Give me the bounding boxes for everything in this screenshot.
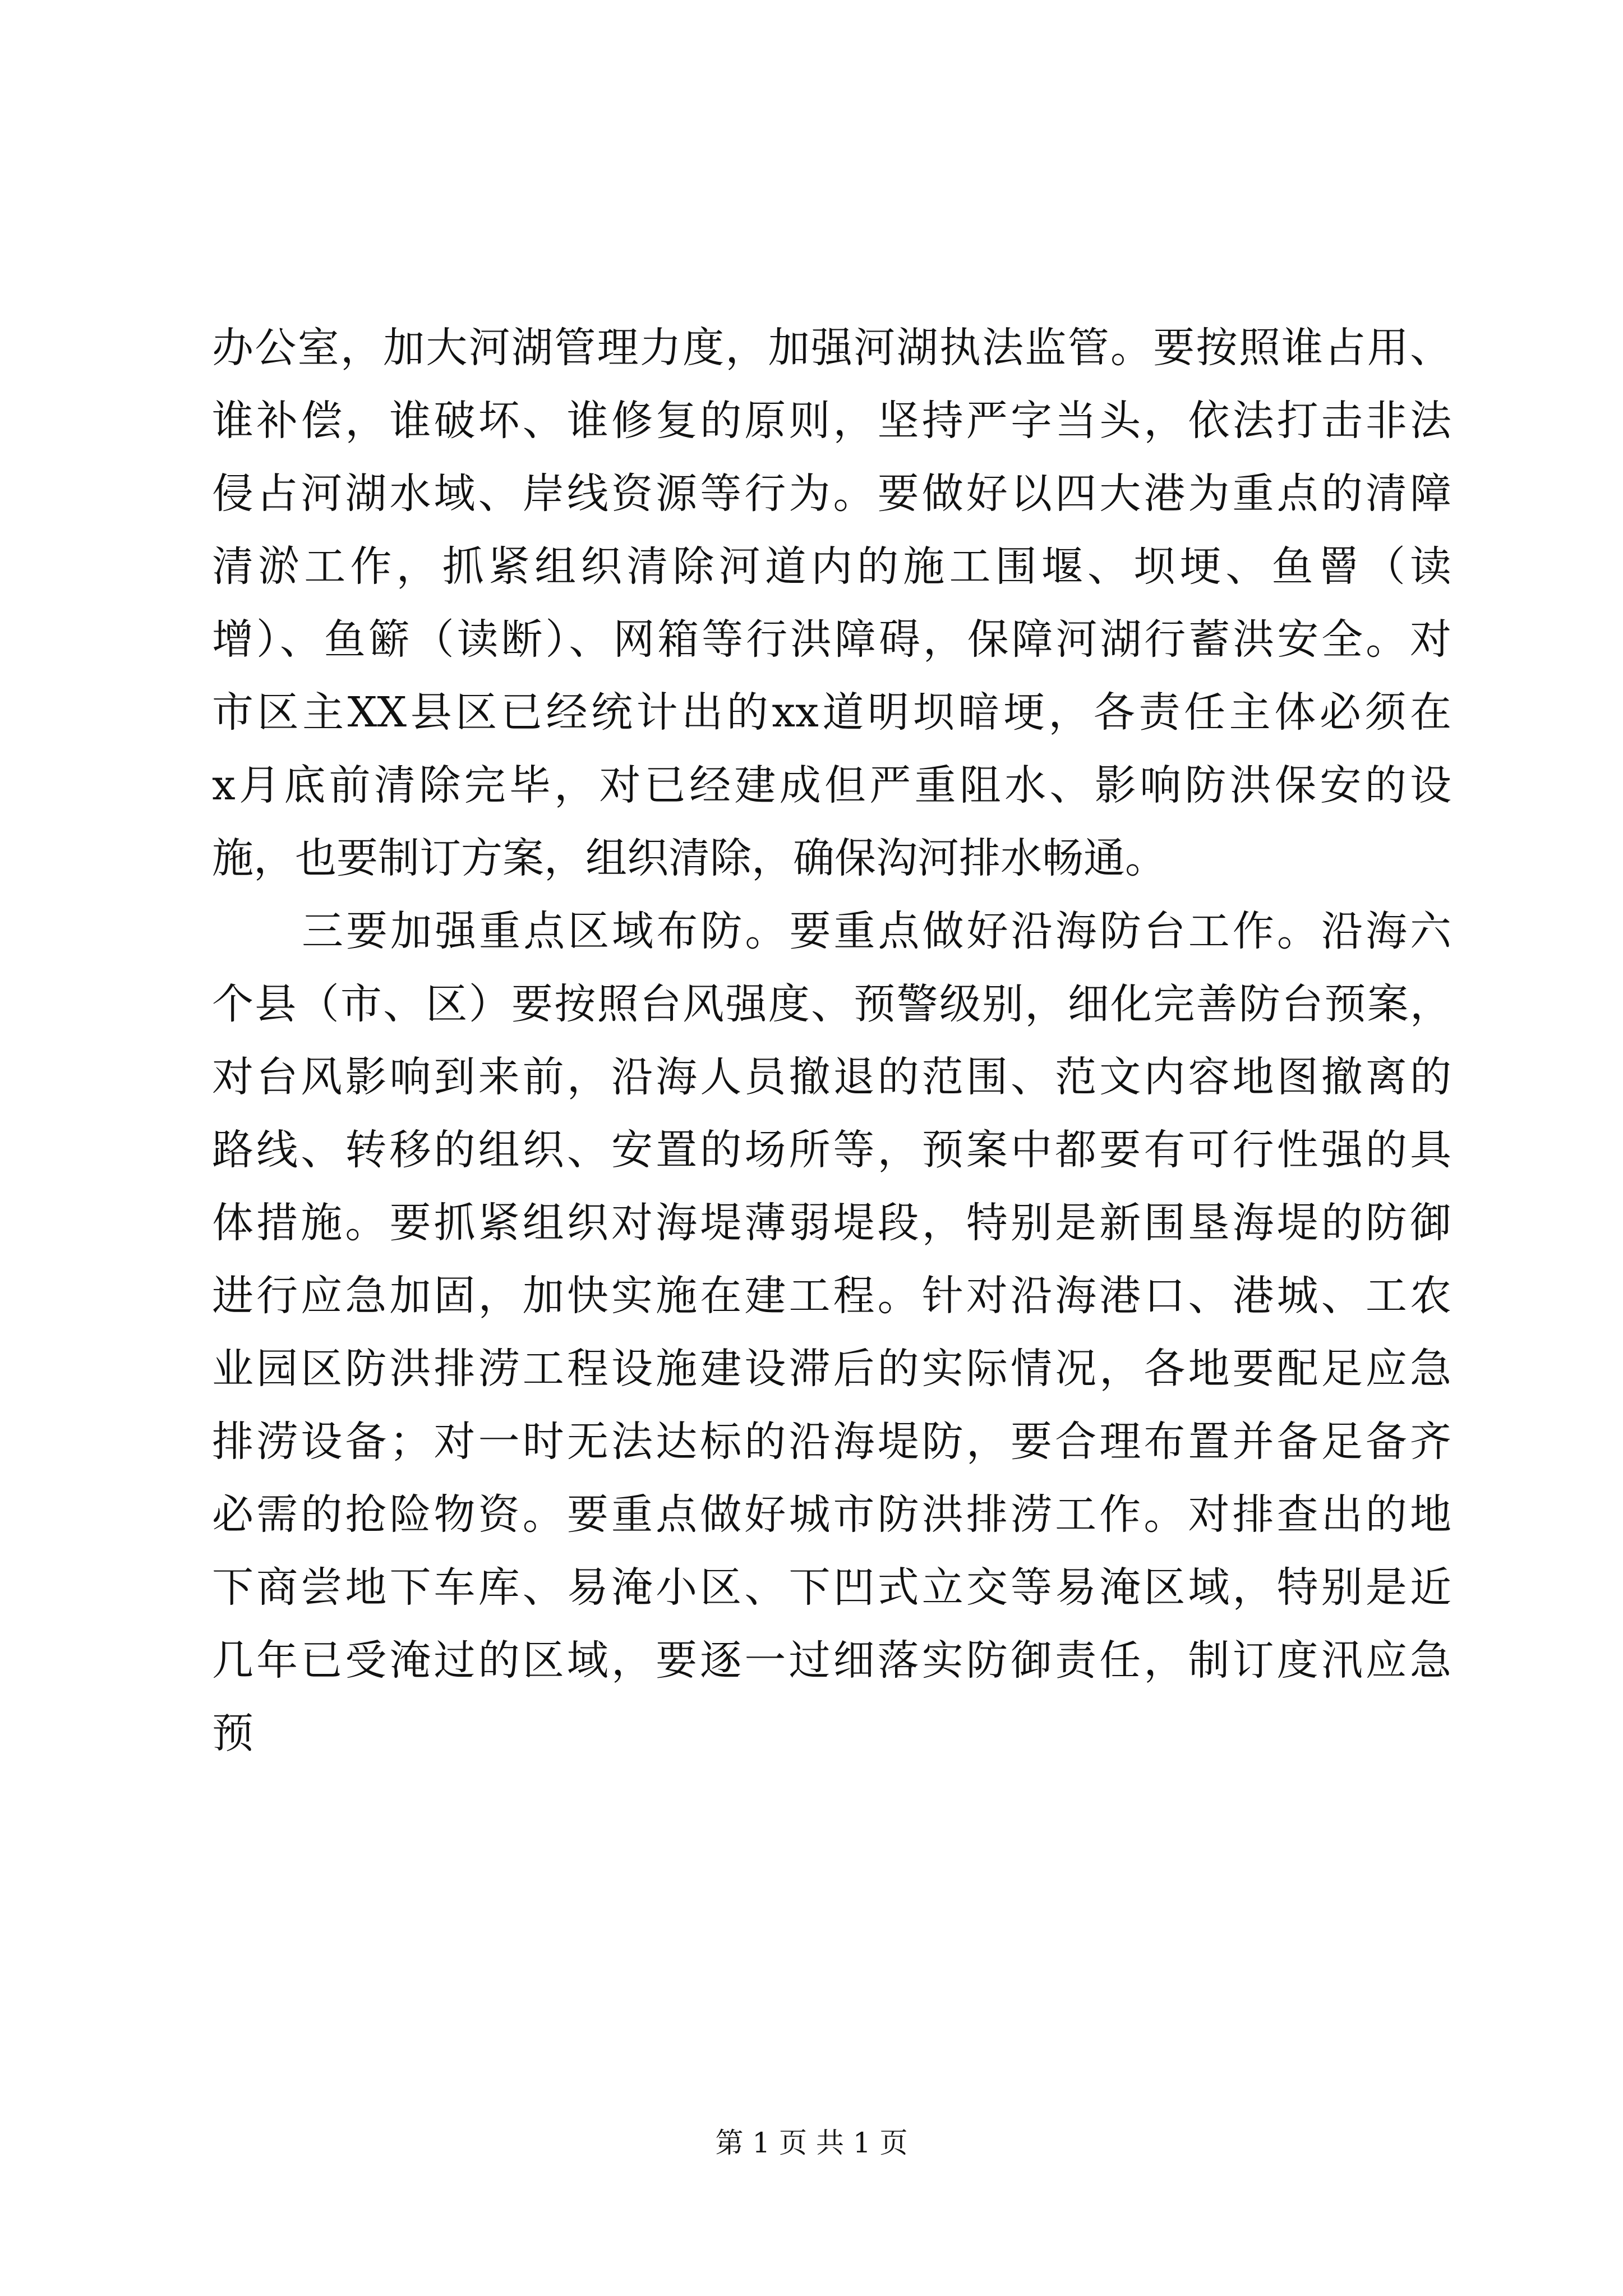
text-line: 下商尝地下车库、易淹小区、下凹式立交等易淹区域，特别是近 — [212, 1563, 1451, 1612]
text-line: 几年已受淹过的区域，要逐一过细落实防御责任，制订度汛应急 — [212, 1636, 1451, 1685]
text-line: 侵占河湖水域、岸线资源等行为。要做好以四大港为重点的清障 — [212, 470, 1451, 518]
text-line: 个县（市、区）要按照台风强度、预警级别，细化完善防台预案， — [212, 980, 1451, 1028]
text-line: 施，也要制订方案，组织清除，确保沟河排水畅通。 — [212, 834, 1166, 882]
text-line: 路线、转移的组织、安置的场所等，预案中都要有可行性强的具 — [212, 1126, 1451, 1174]
text-line: x月底前清除完毕，对已经建成但严重阻水、影响防洪保安的设 — [212, 761, 1451, 809]
paragraph-start-line: 三要加强重点区域布防。要重点做好沿海防台工作。沿海六 — [302, 907, 1451, 955]
text-line: 预 — [212, 1709, 253, 1757]
page-number-footer: 第 1 页 共 1 页 — [715, 2127, 908, 2159]
text-line: 谁补偿，谁破坏、谁修复的原则，坚持严字当头，依法打击非法 — [212, 397, 1451, 445]
text-line: 必需的抢险物资。要重点做好城市防洪排涝工作。对排查出的地 — [212, 1490, 1451, 1539]
text-line: 增）、鱼簖（读断）、网箱等行洪障碍，保障河湖行蓄洪安全。对 — [212, 615, 1451, 664]
text-line: 体措施。要抓紧组织对海堤薄弱堤段，特别是新围垦海堤的防御 — [212, 1199, 1451, 1247]
text-line: 对台风影响到来前，沿海人员撤退的范围、范文内容地图撤离的 — [212, 1053, 1451, 1101]
text-line: 业园区防洪排涝工程设施建设滞后的实际情况，各地要配足应急 — [212, 1345, 1451, 1393]
text-line: 市区主XX县区已经统计出的xx道明坝暗埂，各责任主体必须在 — [212, 688, 1451, 737]
text-line: 进行应急加固，加快实施在建工程。针对沿海港口、港城、工农 — [212, 1272, 1451, 1320]
text-line: 办公室，加大河湖管理力度，加强河湖执法监管。要按照谁占用、 — [212, 324, 1451, 372]
text-line: 排涝设备；对一时无法达标的沿海堤防，要合理布置并备足备齐 — [212, 1418, 1451, 1466]
text-line: 清淤工作，抓紧组织清除河道内的施工围堰、坝埂、鱼罾（读 — [212, 542, 1451, 591]
